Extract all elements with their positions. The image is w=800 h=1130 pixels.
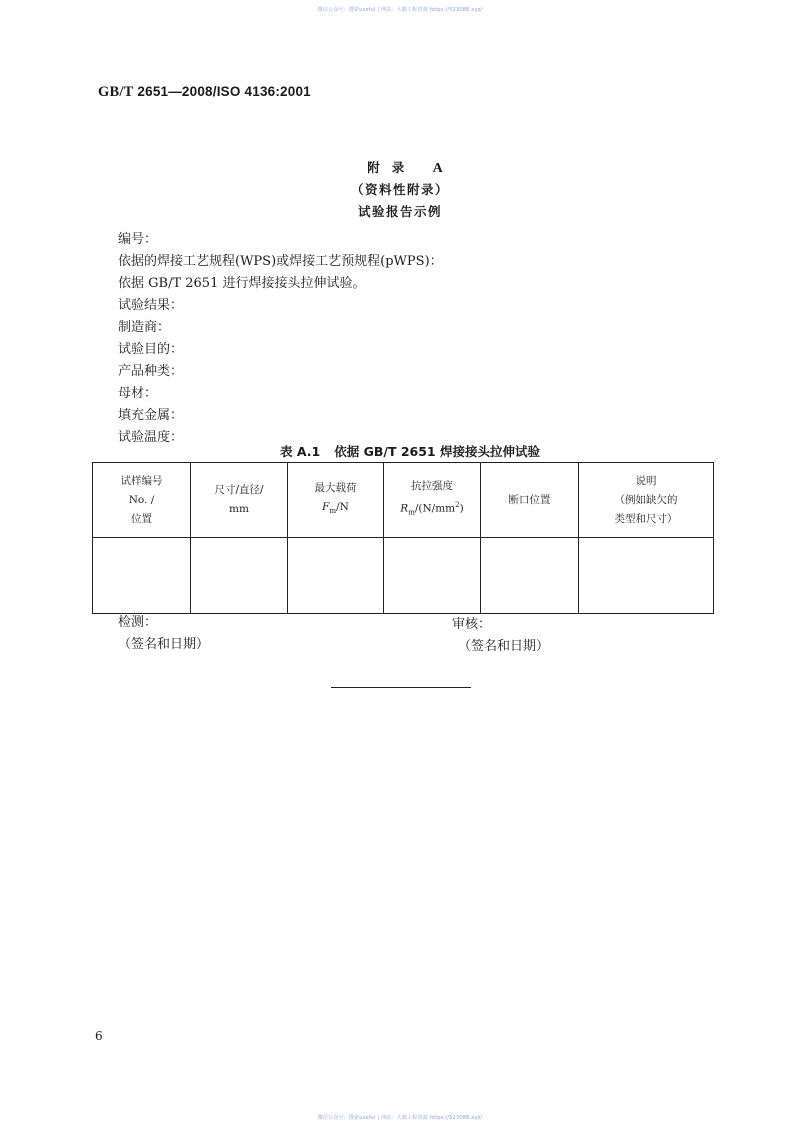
col-specimen-number	[93, 463, 191, 538]
appendix-type: （资料性附录）	[350, 182, 449, 197]
watermark-top: 微信公众号：搜索useful | 网站：大膜工程资源 https://523086.xyz/	[317, 7, 483, 13]
max-load-unit: /N	[336, 500, 349, 513]
tensile-strength-symbol: R	[400, 502, 409, 515]
end-divider	[331, 687, 471, 688]
field-number: 编号：	[118, 232, 158, 247]
col-max-load-unit	[288, 498, 383, 521]
table-cell	[191, 538, 288, 614]
appendix-title	[0, 157, 800, 179]
col-dimensions-line1: 尺寸/直径/	[214, 484, 264, 496]
reviewer-signature	[452, 614, 549, 658]
col-max-load	[288, 463, 384, 538]
table-caption-number: 表 A.1	[280, 444, 321, 459]
col-dimensions	[191, 463, 288, 538]
table-cell	[288, 538, 384, 614]
tester-label: 检测：	[118, 615, 158, 630]
tensile-strength-subscript: m	[408, 508, 415, 517]
page-number: 6	[95, 1029, 103, 1043]
field-product-type: 产品种类：	[118, 364, 184, 379]
watermark-bottom: 微信公众号：搜索useful | 网站：大膜工程资源 https://523086.xyz/	[317, 1115, 483, 1121]
field-base-material: 母材：	[118, 386, 158, 401]
col-max-load-line1: 最大载荷	[314, 481, 357, 494]
field-test-purpose: 试验目的：	[118, 342, 184, 357]
col-remarks-line2: （例如缺欠的	[614, 493, 678, 506]
reviewer-label: 审核：	[452, 617, 492, 632]
max-load-symbol: F	[322, 500, 330, 513]
field-test-results: 试验结果：	[118, 298, 184, 313]
col-fracture-location	[481, 463, 579, 538]
table-cell	[579, 538, 714, 614]
table-header-row	[93, 463, 714, 538]
standard-code: 2651—2008/ISO 4136:2001	[133, 84, 311, 99]
table-cell	[481, 538, 579, 614]
col-specimen-number-line1: 试样编号	[120, 474, 163, 487]
col-dimensions-line2: mm	[229, 503, 249, 515]
field-wps: 依据的焊接工艺规程(WPS)或焊接工艺预规程(pWPS)：	[118, 254, 443, 269]
tensile-strength-superscript: 2	[455, 501, 460, 510]
table-caption-title: 依据 GB/T 2651 焊接接头拉伸试验	[334, 444, 540, 459]
col-specimen-number-line3: 位置	[131, 512, 152, 525]
field-filler-metal: 填充金属：	[118, 408, 184, 423]
report-fields	[118, 229, 443, 449]
reviewer-note: （签名和日期）	[458, 639, 550, 654]
col-remarks	[579, 463, 714, 538]
col-remarks-line1: 说明	[635, 474, 657, 487]
tensile-strength-unit: /(N/mm	[414, 502, 456, 515]
standard-number-header	[98, 84, 311, 101]
field-test-temperature: 试验温度：	[118, 430, 184, 445]
tester-signature	[118, 612, 209, 656]
tester-note: （签名和日期）	[118, 637, 210, 652]
col-tensile-strength-unit	[384, 496, 480, 523]
col-fracture-location-line1: 断口位置	[508, 493, 551, 506]
col-remarks-line3: 类型和尺寸）	[614, 512, 678, 525]
field-manufacturer: 制造商：	[118, 320, 171, 335]
field-standard-basis: 依据 GB/T 2651 进行焊接接头拉伸试验。	[118, 276, 366, 291]
col-tensile-strength-line1: 抗拉强度	[411, 480, 453, 493]
table-cell	[384, 538, 481, 614]
appendix-heading	[0, 157, 800, 223]
col-tensile-strength	[384, 463, 481, 538]
table-row	[93, 538, 714, 614]
tensile-strength-unit-end: )	[459, 502, 464, 515]
standard-prefix: GB/T	[98, 84, 134, 100]
table-cell	[93, 538, 191, 614]
table-caption	[0, 442, 800, 460]
col-specimen-number-line2: No. /	[128, 493, 155, 506]
appendix-title-word: 附录	[367, 160, 417, 175]
max-load-subscript: m	[329, 507, 337, 516]
appendix-name: 试验报告示例	[357, 204, 442, 219]
appendix-letter: A	[432, 161, 443, 176]
tensile-test-table	[92, 462, 714, 614]
